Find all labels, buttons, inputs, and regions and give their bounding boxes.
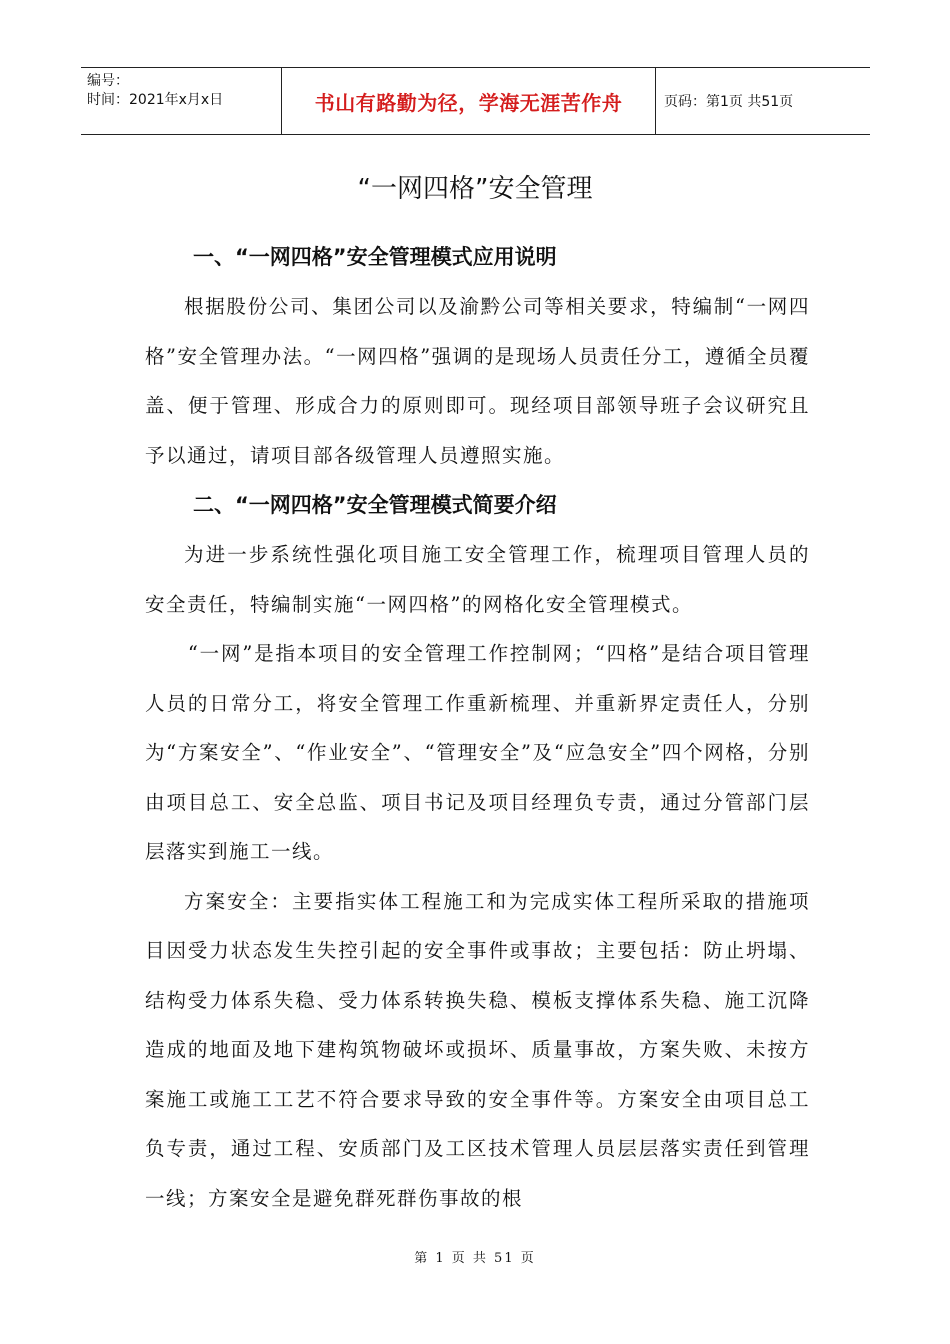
date-label: 时间：2021年x月x日 [87,92,224,108]
section-2-paragraph-2: “一网”是指本项目的安全管理工作控制网；“四格”是结合项目管理人员的日常分工，将安全管理工作重新梳理、并重新界定责任人，分别为“方案安全”、“作业安全”、“管理安全”及“应急安全”四个网格，分别由项目总工、安全总监、项目书记及项目经理负专责，通过分管部门层层落实到施工一线。 [145,642,810,863]
section-2-paragraph-1: 为进一步系统性强化项目施工安全管理工作，梳理项目管理人员的安全责任，特编制实施“一网四格”的网格化安全管理模式。 [145,543,810,616]
header-page-info: 页码：第1页 共51页 [664,94,794,110]
document-title: “一网四格”安全管理 [357,174,593,204]
header-motto: 书山有路勤为径，学海无涯苦作舟 [314,90,623,115]
section-heading-1: 一、“一网四格”安全管理模式应用说明 [193,245,557,269]
document-body [145,232,810,1223]
section-2-paragraph-3: 方案安全：主要指实体工程施工和为完成实体工程所采取的措施项目因受力状态发生失控引起的安全事件或事故；主要包括：防止坍塌、结构受力体系失稳、受力体系转换失稳、模板支撑体系失稳、施工沉降造成的地面及地下建构筑物破坏或损坏、质量事故，方案失败、未按方案施工或施工工艺不符合要求导致的安全事件等。方案安全由项目总工负专责，通过工程、安质部门及工区技术管理人员层层落实责任到管理一线；方案安全是避免群死群伤事故的根 [145,889,810,1210]
header-page-info-cell [656,68,870,134]
section-1-paragraph-1: 根据股份公司、集团公司以及渝黔公司等相关要求，特编制“一网四格”安全管理办法。“一网四格”强调的是现场人员责任分工，遵循全员覆盖、便于管理、形成合力的原则即可。现经项目部领导班子会议研究且予以通过，请项目部各级管理人员遵照实施。 [145,295,810,467]
header-motto-cell [281,68,656,134]
number-label: 编号： [87,73,129,89]
document-header [81,67,870,135]
section-heading-2: 二、“一网四格”安全管理模式简要介绍 [193,493,557,517]
header-meta [81,68,281,134]
page-footer: 第 1 页 共 51 页 [414,1251,536,1266]
